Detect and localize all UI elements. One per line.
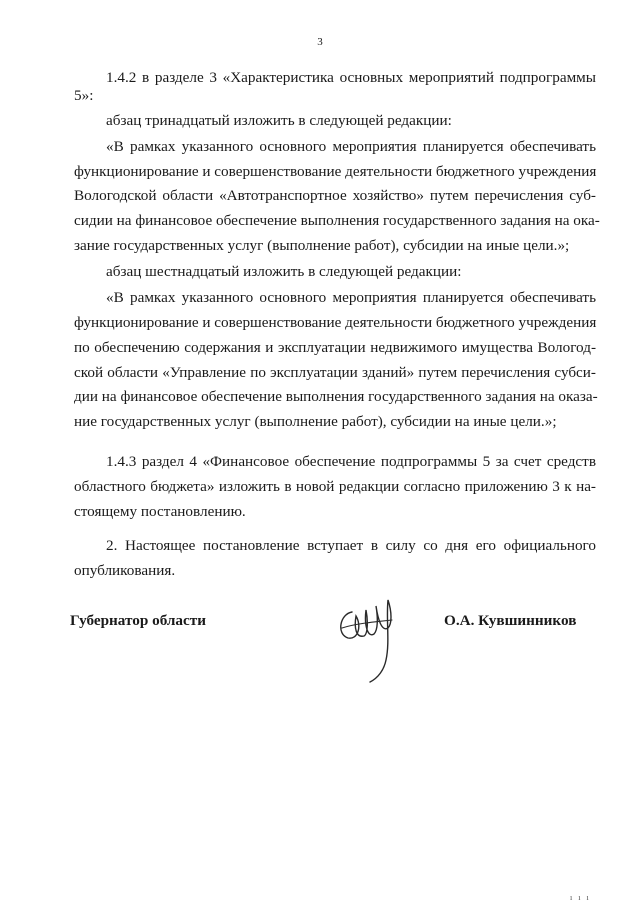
paragraph-line: ской области «Управление по эксплуатации зданий» путем перечисления субси- <box>74 364 596 381</box>
paragraph-line: функционирование и совершенствование деятельности бюджетного учреждения <box>74 163 597 180</box>
paragraph-line: сидии на финансовое обеспечение выполнения государственного задания на ока- <box>74 212 600 229</box>
handwritten-signature <box>332 590 402 686</box>
signatory-name: О.А. Кувшинников <box>444 612 577 629</box>
paragraph-line: зание государственных услуг (выполнение работ), субсидии на иные цели.»; <box>74 237 570 254</box>
paragraph-line: 5»: <box>74 87 94 104</box>
paragraph-line: Вологодской области «Автотранспортное хозяйство» путем перечисления суб- <box>74 187 596 204</box>
paragraph-line: «В рамках указанного основного мероприятия планируется обеспечивать <box>106 289 596 306</box>
paragraph-line: абзац шестнадцатый изложить в следующей редакции: <box>106 263 462 280</box>
page-number: 3 <box>317 36 323 48</box>
paragraph-line: областного бюджета» изложить в новой редакции согласно приложению 3 к на- <box>74 478 596 495</box>
paragraph-line: по обеспечению содержания и эксплуатации недвижимого имущества Вологод- <box>74 339 596 356</box>
paragraph-line: 2. Настоящее постановление вступает в силу со дня его официального <box>106 537 596 554</box>
paragraph-line: 1.4.2 в разделе 3 «Характеристика основных мероприятий подпрограммы <box>106 69 596 86</box>
paragraph-line: функционирование и совершенствование деятельности бюджетного учреждения <box>74 314 597 331</box>
paragraph-line: опубликования. <box>74 562 176 579</box>
paragraph-line: абзац тринадцатый изложить в следующей редакции: <box>106 112 452 129</box>
paragraph-line: дии на финансовое обеспечение выполнения государственного задания на оказа- <box>74 388 598 405</box>
paragraph-line: стоящему постановлению. <box>74 503 246 520</box>
paragraph-line: ние государственных услуг (выполнение работ), субсидии на иные цели.»; <box>74 413 557 430</box>
signatory-title: Губернатор области <box>70 612 206 629</box>
paragraph-line: 1.4.3 раздел 4 «Финансовое обеспечение подпрограммы 5 за счет средств <box>106 453 596 470</box>
paragraph-line: «В рамках указанного основного мероприятия планируется обеспечивать <box>106 138 596 155</box>
corner-mark: ı ı ı <box>570 893 591 902</box>
